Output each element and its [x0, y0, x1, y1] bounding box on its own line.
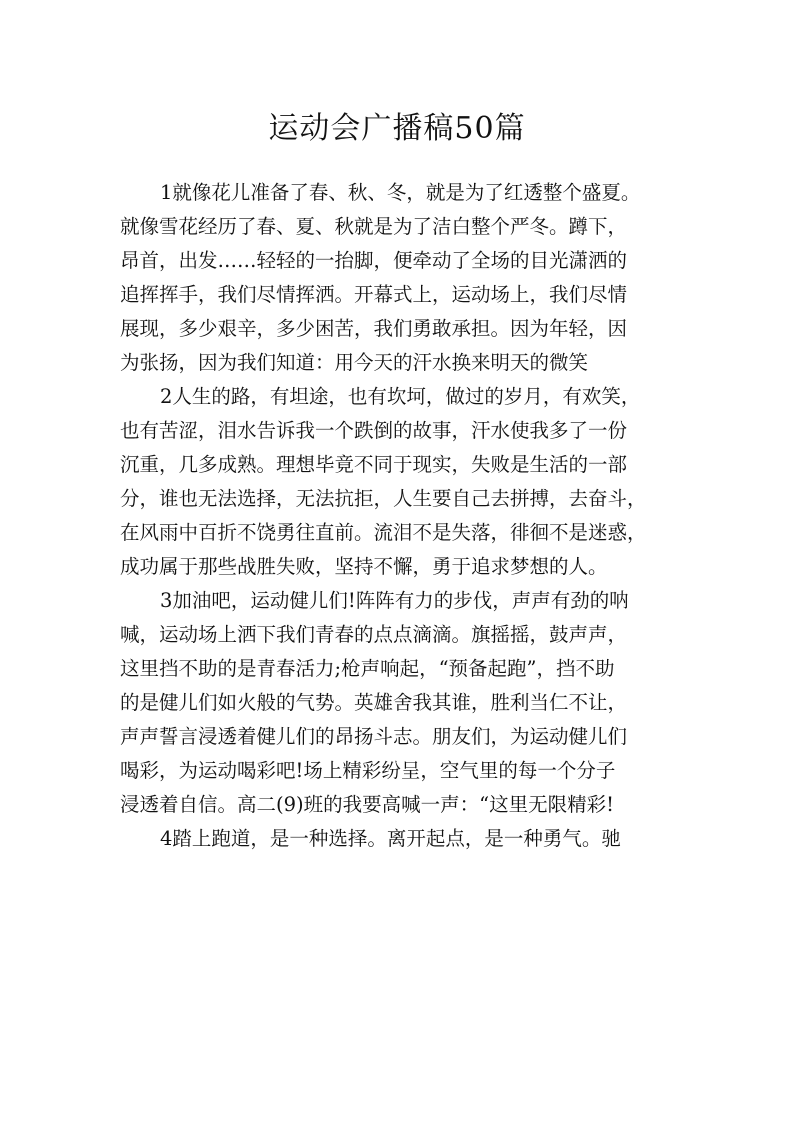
page-title: 运动会广播稿50篇 — [268, 111, 526, 146]
paragraph-line: 展现，多少艰辛，多少困苦，我们勇敢承担。因为年轻，因 — [120, 317, 628, 340]
document-body — [120, 176, 680, 856]
paragraph-3 — [120, 584, 680, 822]
paragraph-line: 也有苦涩，泪水告诉我一个跌倒的故事，汗水使我多了一份 — [120, 419, 628, 442]
paragraph-line: 在风雨中百折不饶勇往直前。流泪不是失落，徘徊不是迷惑， — [120, 521, 647, 544]
paragraph-2 — [120, 380, 680, 584]
paragraph-line: 成功属于那些战胜失败，坚持不懈，勇于追求梦想的人。 — [120, 555, 608, 578]
paragraph-line: 就像雪花经历了春、夏、秋就是为了洁白整个严冬。蹲下， — [120, 215, 628, 238]
paragraph-line: 昂首，出发……轻轻的一抬脚，便牵动了全场的目光潇洒的 — [120, 249, 628, 272]
paragraph-line: 的是健儿们如火般的气势。英雄舍我其谁，胜利当仁不让， — [120, 691, 628, 714]
paragraph-4 — [120, 822, 680, 856]
paragraph-line: 为张扬，因为我们知道：用今天的汗水换来明天的微笑 — [120, 351, 589, 374]
paragraph-line: 声声誓言浸透着健儿们的昂扬斗志。朋友们，为运动健儿们 — [120, 725, 628, 748]
paragraph-line: 2人生的路，有坦途，也有坎坷，做过的岁月，有欢笑， — [160, 385, 641, 408]
paragraph-line: 分，谁也无法选择，无法抗拒，人生要自己去拼搏，去奋斗， — [120, 487, 647, 510]
paragraph-line: 沉重，几多成熟。理想毕竟不同于现实，失败是生活的一部 — [120, 453, 628, 476]
paragraph-line: 浸透着自信。高二(9)班的我要高喊一声：“这里无限精彩! — [120, 793, 614, 816]
paragraph-line: 喝彩，为运动喝彩吧!场上精彩纷呈，空气里的每一个分子 — [120, 759, 616, 782]
paragraph-line: 1就像花儿准备了春、秋、冬，就是为了红透整个盛夏。 — [160, 181, 641, 204]
paragraph-line: 4踏上跑道，是一种选择。离开起点，是一种勇气。驰 — [160, 827, 621, 850]
paragraph-1 — [120, 176, 680, 380]
paragraph-line: 追挥挥手，我们尽情挥洒。开幕式上，运动场上，我们尽情 — [120, 283, 628, 306]
paragraph-line: 喊，运动场上洒下我们青春的点点滴滴。旗摇摇，鼓声声， — [120, 623, 628, 646]
paragraph-line: 这里挡不助的是青春活力;枪声响起，“预备起跑”，挡不助 — [120, 657, 615, 680]
paragraph-line: 3加油吧，运动健儿们!阵阵有力的步伐，声声有劲的呐 — [160, 589, 629, 612]
